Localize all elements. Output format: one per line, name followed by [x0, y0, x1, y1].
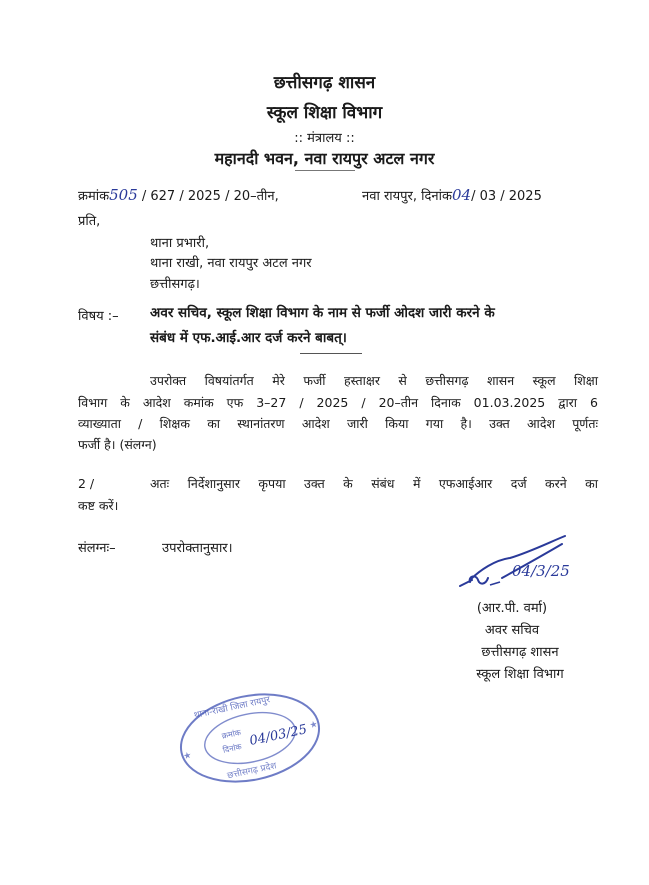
body-para1-line1: उपरोक्त विषयांतर्गत मेरे फर्जी हस्ताक्षर से छत्तीसगढ़ शासन स्कूल शिक्षा [150, 373, 598, 388]
reference-number-rest: / 627 / 2025 / 20–तीन, [137, 189, 279, 204]
header-address: महानदी भवन, नवा रायपुर अटल नगर [214, 149, 435, 168]
handwritten-reference-number: 505 [109, 186, 138, 204]
header-divider [295, 170, 355, 171]
header-ministry: :: मंत्रालय :: [294, 131, 355, 146]
police-station-stamp [165, 683, 335, 793]
stamp-star-right-icon: ★ [308, 719, 319, 732]
body-para2-line1: अतः निर्देशानुसार कृपया उक्त के संबंध में एफआईआर दर्ज करने का [150, 476, 598, 491]
body-para1-line4: फर्जी है। (संलग्न) [78, 437, 157, 452]
salutation: प्रति, [78, 214, 101, 229]
recipient-line-1: थाना प्रभारी, [150, 236, 210, 251]
signatory-dept-1: छत्तीसगढ़ शासन [481, 645, 559, 660]
body-para2-number: 2 / [78, 476, 95, 491]
body-para1-line2: विभाग के आदेश कमांक एफ 3–27 / 2025 / 20–तीन दिनाक 01.03.2025 द्वारा 6 [78, 395, 598, 410]
body-para2-line2: कष्ट करें। [78, 498, 119, 513]
header-government: छत्तीसगढ़ शासन [273, 73, 376, 93]
reference-prefix: क्रमांक [78, 189, 110, 204]
handwritten-day: 04 [451, 186, 472, 204]
reference-date [362, 186, 542, 204]
subject-line-2: संबंध में एफ.आई.आर दर्ज करने बाबत्। [150, 330, 347, 346]
stamp-kramank: क्रमांक [221, 727, 242, 741]
reference-number [78, 186, 279, 204]
signature-handwritten-date: 04/3/25 [512, 562, 570, 580]
body-para1-line3: व्याख्याता / शिक्षक का स्थानांतरण आदेश जारी किया गया है। उक्त आदेश पूर्णतः [78, 416, 598, 431]
signatory-dept-2: स्कूल शिक्षा विभाग [476, 667, 564, 682]
subject-line-1: अवर सचिव, स्कूल शिक्षा विभाग के नाम से फर्जी ओदश जारी करने के [150, 305, 495, 321]
place-date-prefix: नवा रायपुर, दिनांक [362, 189, 452, 204]
stamp-dinank: दिनांक [222, 742, 243, 755]
subject-label: विषय :– [78, 309, 119, 324]
recipient-line-3: छत्तीसगढ़। [150, 277, 200, 292]
signatory-designation: अवर सचिव [484, 623, 540, 638]
stamp-handwritten-date: 04/03/25 [248, 722, 309, 749]
signatory-name: (आर.पी. वर्मा) [476, 601, 548, 616]
recipient-line-2: थाना राखी, नवा रायपुर अटल नगर [150, 256, 312, 271]
stamp-bottom-text: छत्तीसगढ़ प्रदेश [226, 761, 278, 782]
subject-divider [300, 353, 362, 354]
stamp-star-left-icon: ★ [182, 750, 193, 763]
date-rest: / 03 / 2025 [471, 189, 542, 204]
stamp-top-text: थाना-राखी जिला रायपुर [193, 695, 272, 722]
header-department: स्कूल शिक्षा विभाग [266, 103, 383, 123]
enclosure-text: उपरोक्तानुसार। [162, 541, 233, 556]
enclosure-label: संलग्नः– [78, 541, 116, 556]
